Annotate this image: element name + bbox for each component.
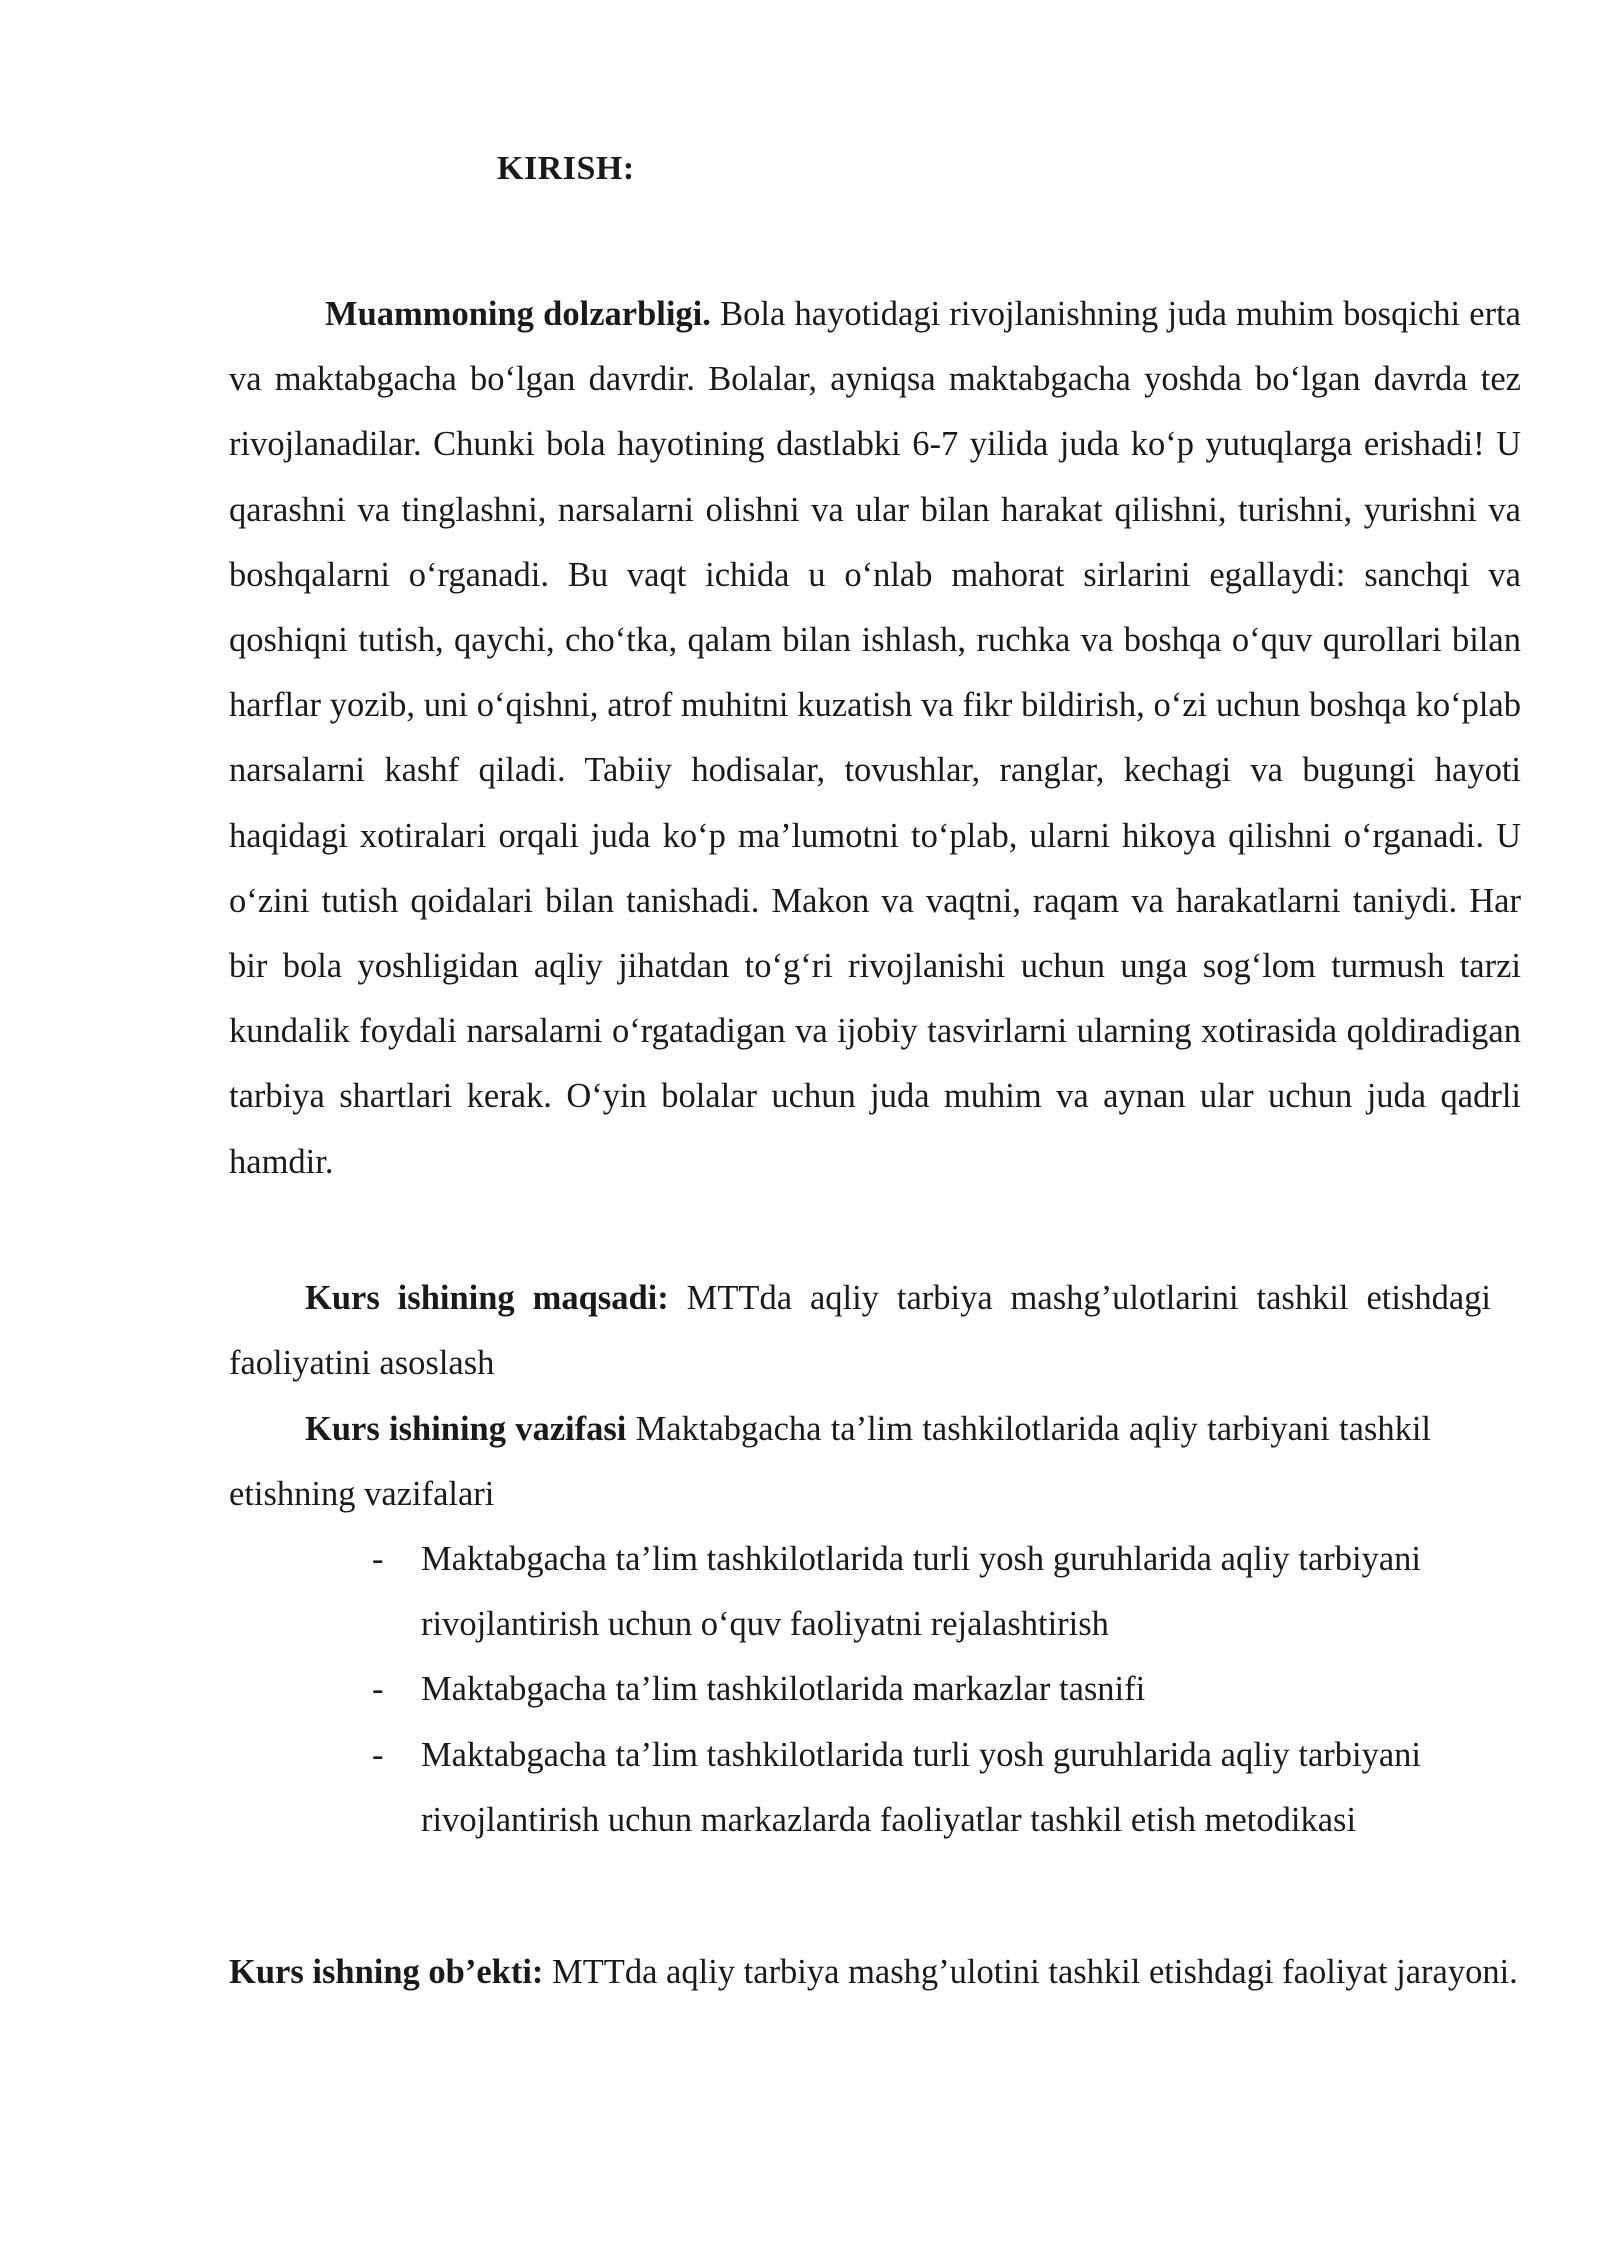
object-text: MTTda aqliy tarbiya mashg’ulotini tashkil etishdagi faoliyat jarayoni.	[543, 1953, 1518, 1991]
task-list	[229, 1527, 1521, 1853]
list-item-text: Maktabgacha ta’lim tashkilotlarida markazlar tasnifi	[421, 1670, 1146, 1709]
task-lead: Kurs ishining vazifasi	[305, 1410, 627, 1448]
goal-lead: Kurs ishining maqsadi:	[305, 1279, 669, 1317]
task-text: Maktabgacha ta’lim tashkilotlarida aqliy tarbiyani tashkil etishning vazifalari	[229, 1410, 1431, 1514]
list-item-text: Maktabgacha ta’lim tashkilotlarida turli yosh guruhlarida aqliy tarbiyani rivojlantirish uchun o‘quv faoliyatni rejalashtirish	[421, 1540, 1421, 1644]
page-heading: KIRISH:	[497, 150, 635, 187]
task-paragraph	[229, 1397, 1431, 1527]
list-dash: -	[372, 1735, 384, 1774]
goal-text: MTTda aqliy tarbiya mashg’ulotlarini tashkil etishdagi faoliyatini asoslash	[229, 1279, 1491, 1383]
intro-lead: Muammoning dolzarbligi.	[325, 295, 711, 333]
list-item-text: Maktabgacha ta’lim tashkilotlarida turli yosh guruhlarida aqliy tarbiyani rivojlantirish uchun markazlarda faoliyatlar tashkil etish metodikasi	[421, 1735, 1421, 1839]
intro-paragraph	[229, 282, 1521, 1195]
goal-paragraph	[229, 1266, 1491, 1396]
list-item	[229, 1723, 1421, 1853]
intro-text: Bola hayotidagi rivojlanishning juda muhim bosqichi erta va maktabgacha bo‘lgan davrdir. Bolalar, ayniqsa maktabgacha yoshda bo‘lgan davrda tez rivojlanadilar. Chunki bola hayotining dastlabki 6-7 yilida juda ko‘p yutuqlarga erishadi! U qarashni va tinglashni, narsalarni olishni va ular bilan harakat qilishni, turishni, yurishni va boshqalarni o‘rganadi. Bu vaqt ichida u o‘nlab mahorat sirlarini egallaydi: sanchqi va qoshiqni tutish, qaychi, cho‘tka, qalam bilan ishlash, ruchka va boshqa o‘quv qurollari bilan harflar yozib, uni o‘qishni, atrof muhitni kuzatish va fikr bildirish, o‘zi uchun boshqa ko‘plab narsalarni kashf qiladi. Tabiiy hodisalar, tovushlar, ranglar, kechagi va bugungi hayoti haqidagi xotiralari orqali juda ko‘p ma’lumotni to‘plab, ularni hikoya qilishni o‘rganadi. U o‘zini tutish qoidalari bilan tanishadi. Makon va vaqtni, raqam va harakatlarni taniydi. Har bir bola yoshligidan aqliy jihatdan to‘g‘ri rivojlanishi uchun unga sog‘lom turmush tarzi kundalik foydali narsalarni o‘rgatadigan va ijobiy tasvirlarni ularning xotirasida qoldiradigan tarbiya shartlari kerak. O‘yin bolalar uchun juda muhim va aynan ular uchun juda qadrli hamdir.	[229, 295, 1521, 1181]
list-item	[229, 1527, 1421, 1657]
object-paragraph	[229, 1940, 1521, 2005]
list-dash: -	[372, 1670, 384, 1709]
list-dash: -	[372, 1540, 384, 1578]
object-lead: Kurs ishning ob’ekti:	[229, 1953, 544, 1991]
list-item	[229, 1657, 1421, 1722]
